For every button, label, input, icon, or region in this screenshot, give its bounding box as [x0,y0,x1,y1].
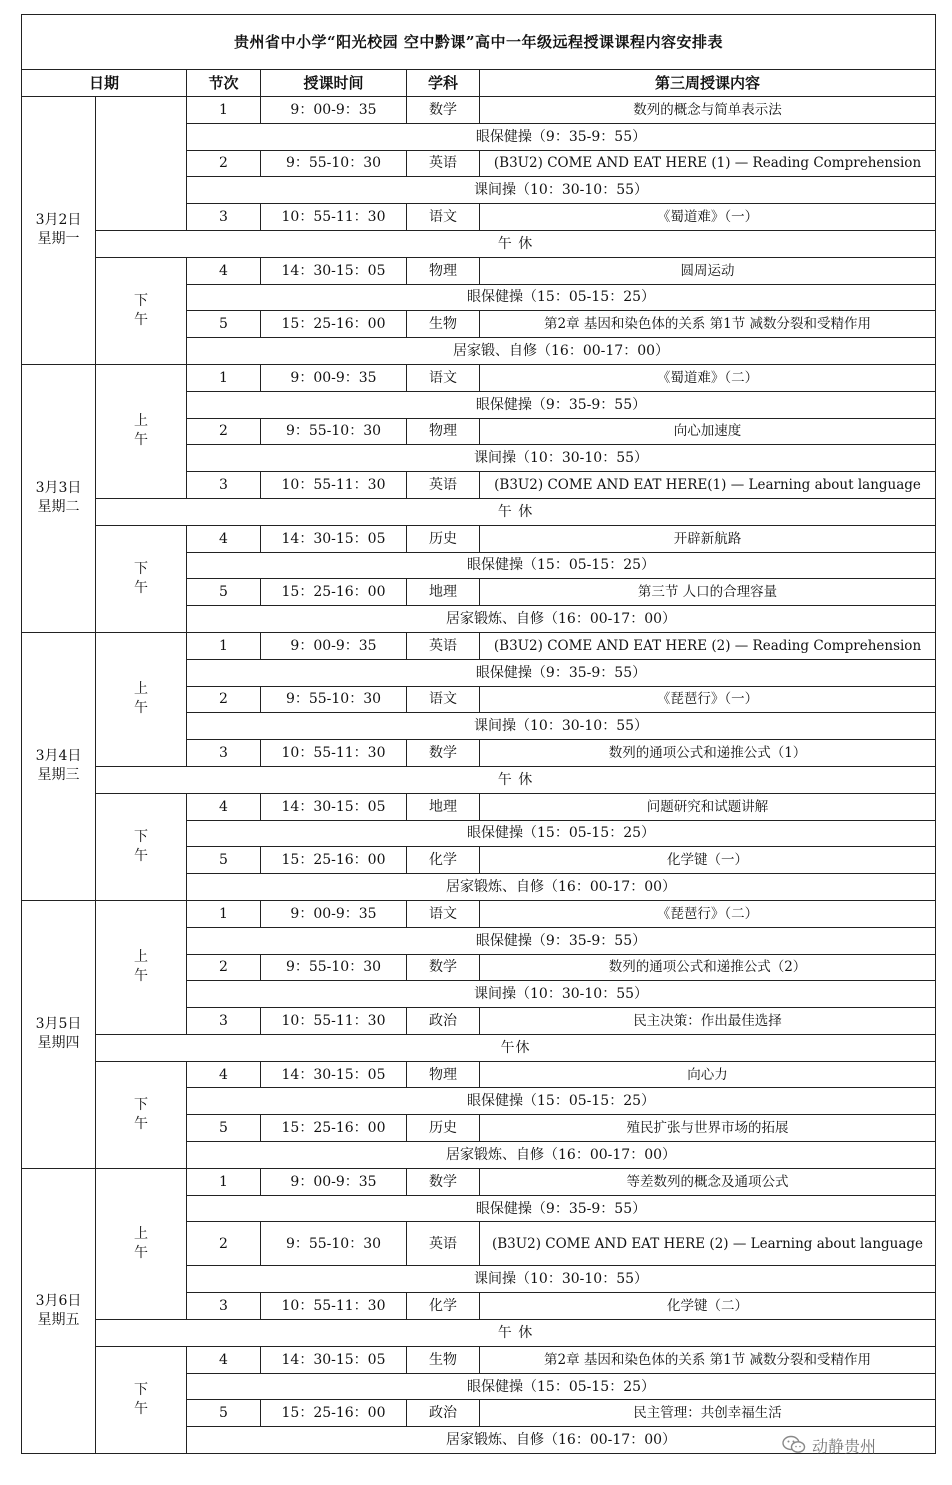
subject-cell: 生物 [407,311,480,338]
subject-cell: 数学 [407,97,480,124]
period-cell: 4 [187,1346,261,1373]
date-cell [22,900,96,1168]
content-cell: 《琵琶行》（二） [480,900,936,927]
weekday-label: 星期一 [37,231,80,248]
break-cell: 眼保健操（9：35-9：55） [187,123,936,150]
subject-cell: 英语 [407,150,480,177]
header-time: 授课时间 [261,70,407,97]
period-cell: 3 [187,472,261,499]
lunch-row [22,230,936,257]
lesson-row [22,1061,936,1088]
content-cell: 圆周运动 [480,257,936,284]
subject-cell: 数学 [407,740,480,767]
lunch-cell: 午 休 [96,498,936,525]
morning-label: 上 午 [96,900,187,1034]
period-cell: 3 [187,1293,261,1320]
content-cell: 等差数列的概念及通项公式 [480,1168,936,1195]
time-cell: 15：25-16：00 [261,579,407,606]
content-cell: 数列的概念与简单表示法 [480,97,936,124]
break-cell: 眼保健操（15：05-15：25） [187,1373,936,1400]
content-cell: 向心力 [480,1061,936,1088]
break-cell: 眼保健操（9：35-9：55） [187,659,936,686]
lesson-row [22,1346,936,1373]
time-cell: 9：00-9：35 [261,364,407,391]
morning-label: 上 午 [96,1168,187,1319]
subject-cell: 语文 [407,686,480,713]
time-cell: 10：55-11：30 [261,1293,407,1320]
morning-label: 上 午 [96,364,187,498]
lunch-cell: 午 休 [96,766,936,793]
break-cell: 居家锻炼、自修（16：00-17：00） [187,606,936,633]
break-cell: 课间操（10：30-10：55） [187,445,936,472]
period-cell: 3 [187,204,261,231]
content-cell: 化学键（一） [480,847,936,874]
content-cell: 第2章 基因和染色体的关系 第1节 减数分裂和受精作用 [480,311,936,338]
morning-label: 上 午 [96,632,187,766]
break-cell: 课间操（10：30-10：55） [187,177,936,204]
break-cell: 眼保健操（15：05-15：25） [187,284,936,311]
weekday-label: 星期四 [37,1035,80,1052]
lunch-cell: 午 休 [96,230,936,257]
subject-cell: 语文 [407,900,480,927]
subject-cell: 物理 [407,418,480,445]
break-cell: 眼保健操（15：05-15：25） [187,820,936,847]
break-cell: 眼保健操（9：35-9：55） [187,391,936,418]
time-cell: 9：00-9：35 [261,632,407,659]
weekday-label: 星期二 [37,499,80,516]
schedule-body [22,97,936,1454]
time-cell: 9：55-10：30 [261,1222,407,1266]
time-cell: 14：30-15：05 [261,525,407,552]
date-label: 3月5日 [35,1016,82,1033]
period-cell: 4 [187,525,261,552]
time-cell: 15：25-16：00 [261,311,407,338]
subject-cell: 化学 [407,1293,480,1320]
content-cell: 《琵琶行》（一） [480,686,936,713]
content-cell: 民主决策：作出最佳选择 [480,1008,936,1035]
subject-cell: 历史 [407,525,480,552]
time-cell: 9：55-10：30 [261,686,407,713]
period-cell: 4 [187,793,261,820]
time-cell: 14：30-15：05 [261,1346,407,1373]
time-cell: 10：55-11：30 [261,740,407,767]
lunch-row [22,766,936,793]
content-cell: (B3U2) COME AND EAT HERE (2) — Learning about language [480,1222,936,1266]
period-cell: 5 [187,847,261,874]
watermark-text: 动静贵州 [812,1436,877,1456]
period-cell: 5 [187,1115,261,1142]
break-cell: 课间操（10：30-10：55） [187,1266,936,1293]
subject-cell: 地理 [407,793,480,820]
time-cell: 10：55-11：30 [261,472,407,499]
break-cell: 眼保健操（9：35-9：55） [187,1195,936,1222]
afternoon-label: 下 午 [96,1346,187,1453]
content-cell: (B3U2) COME AND EAT HERE (2) — Reading Comprehension [480,632,936,659]
period-cell: 1 [187,97,261,124]
break-cell: 眼保健操（9：35-9：55） [187,927,936,954]
date-cell [22,632,96,900]
lesson-row [22,525,936,552]
time-cell: 9：00-9：35 [261,900,407,927]
lunch-row [22,1320,936,1347]
period-cell: 1 [187,1168,261,1195]
subject-cell: 物理 [407,257,480,284]
time-cell: 9：55-10：30 [261,954,407,981]
break-cell: 眼保健操（15：05-15：25） [187,552,936,579]
afternoon-label: 下 午 [96,1061,187,1168]
page-title: 贵州省中小学“阳光校园 空中黔课”高中一年级远程授课课程内容安排表 [22,15,936,70]
subject-cell: 英语 [407,632,480,659]
wechat-icon [782,1435,806,1455]
period-cell: 1 [187,364,261,391]
time-cell: 14：30-15：05 [261,257,407,284]
date-label: 3月3日 [35,480,82,497]
lesson-row [22,632,936,659]
header-row [22,70,936,97]
content-cell: 数列的通项公式和递推公式（2） [480,954,936,981]
lesson-row [22,364,936,391]
header-period: 节次 [187,70,261,97]
date-cell [22,364,96,632]
header-subject: 学科 [407,70,480,97]
content-cell: 第2章 基因和染色体的关系 第1节 减数分裂和受精作用 [480,1346,936,1373]
content-cell: 化学键（二） [480,1293,936,1320]
content-cell: 问题研究和试题讲解 [480,793,936,820]
lesson-row [22,257,936,284]
period-cell: 5 [187,1400,261,1427]
period-cell: 4 [187,1061,261,1088]
morning-label [96,97,187,231]
period-cell: 5 [187,311,261,338]
schedule-sheet [21,14,935,1454]
afternoon-label: 下 午 [96,525,187,632]
subject-cell: 历史 [407,1115,480,1142]
content-cell: 向心加速度 [480,418,936,445]
time-cell: 10：55-11：30 [261,1008,407,1035]
content-cell: 民主管理：共创幸福生活 [480,1400,936,1427]
subject-cell: 语文 [407,364,480,391]
period-cell: 2 [187,418,261,445]
break-cell: 居家锻炼、自修（16：00-17：00） [187,1427,936,1454]
subject-cell: 数学 [407,954,480,981]
afternoon-label: 下 午 [96,257,187,364]
period-cell: 2 [187,686,261,713]
date-cell [22,1168,96,1453]
date-label: 3月6日 [35,1292,82,1309]
weekday-label: 星期三 [37,767,80,784]
lesson-row [22,1168,936,1195]
subject-cell: 英语 [407,472,480,499]
time-cell: 15：25-16：00 [261,847,407,874]
subject-cell: 语文 [407,204,480,231]
lunch-row [22,498,936,525]
lesson-row [22,793,936,820]
time-cell: 9：55-10：30 [261,150,407,177]
content-cell: (B3U2) COME AND EAT HERE (1) — Reading Comprehension [480,150,936,177]
break-cell: 居家锻、自修（16：00-17：00） [187,338,936,365]
date-label: 3月2日 [35,212,82,229]
date-cell [22,97,96,365]
period-cell: 3 [187,1008,261,1035]
time-cell: 14：30-15：05 [261,1061,407,1088]
time-cell: 15：25-16：00 [261,1115,407,1142]
schedule-table [21,14,936,1454]
time-cell: 10：55-11：30 [261,204,407,231]
period-cell: 1 [187,632,261,659]
subject-cell: 英语 [407,1222,480,1266]
content-cell: 《蜀道难》（一） [480,204,936,231]
break-cell: 居家锻炼、自修（16：00-17：00） [187,874,936,901]
period-cell: 3 [187,740,261,767]
period-cell: 4 [187,257,261,284]
subject-cell: 政治 [407,1400,480,1427]
subject-cell: 数学 [407,1168,480,1195]
period-cell: 1 [187,900,261,927]
watermark [782,1432,932,1458]
content-cell: 数列的通项公式和递推公式（1） [480,740,936,767]
lesson-row [22,97,936,124]
header-date: 日期 [22,70,187,97]
time-cell: 15：25-16：00 [261,1400,407,1427]
subject-cell: 物理 [407,1061,480,1088]
header-content: 第三周授课内容 [480,70,936,97]
subject-cell: 化学 [407,847,480,874]
content-cell: (B3U2) COME AND EAT HERE(1) — Learning about language [480,472,936,499]
lesson-row [22,900,936,927]
lunch-cell: 午 休 [96,1320,936,1347]
period-cell: 2 [187,954,261,981]
period-cell: 2 [187,1222,261,1266]
break-cell: 居家锻炼、自修（16：00-17：00） [187,1142,936,1169]
break-cell: 课间操（10：30-10：55） [187,713,936,740]
weekday-label: 星期五 [37,1311,80,1328]
period-cell: 5 [187,579,261,606]
break-cell: 眼保健操（15：05-15：25） [187,1088,936,1115]
lunch-cell: 午休 [96,1034,936,1061]
content-cell: 《蜀道难》（二） [480,364,936,391]
time-cell: 9：55-10：30 [261,418,407,445]
lunch-row [22,1034,936,1061]
content-cell: 开辟新航路 [480,525,936,552]
content-cell: 第三节 人口的合理容量 [480,579,936,606]
subject-cell: 生物 [407,1346,480,1373]
date-label: 3月4日 [35,748,82,765]
period-cell: 2 [187,150,261,177]
subject-cell: 地理 [407,579,480,606]
content-cell: 殖民扩张与世界市场的拓展 [480,1115,936,1142]
subject-cell: 政治 [407,1008,480,1035]
time-cell: 14：30-15：05 [261,793,407,820]
afternoon-label: 下 午 [96,793,187,900]
time-cell: 9：00-9：35 [261,1168,407,1195]
break-cell: 课间操（10：30-10：55） [187,981,936,1008]
time-cell: 9：00-9：35 [261,97,407,124]
